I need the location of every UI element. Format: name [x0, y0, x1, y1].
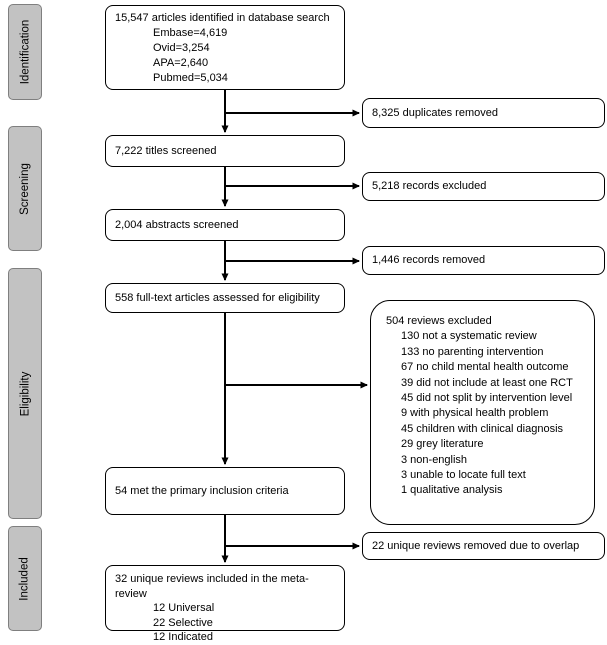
stage-identification [8, 4, 42, 100]
duplicates-removed-text: 8,325 duplicates removed [372, 106, 498, 119]
stage-screening [8, 126, 42, 251]
records-excluded-text: 5,218 records excluded [372, 180, 487, 192]
titles-screened-text: 7,222 titles screened [115, 144, 217, 157]
source-apa: APA=2,640 [153, 57, 209, 69]
stage-included-label: Included [19, 556, 32, 601]
box-overlap-removed [362, 532, 605, 560]
stage-identification-label: Identification [19, 19, 32, 85]
reason-not-split-level: 45 did not split by intervention level [401, 392, 573, 405]
box-included-reviews [105, 565, 345, 643]
source-embase: Embase=4,619 [153, 27, 228, 39]
records-removed-text: 1,446 records removed [372, 254, 486, 266]
stage-eligibility [8, 268, 42, 519]
reason-unable-locate: 3 unable to locate full text [401, 469, 526, 482]
stage-screening-label: Screening [19, 162, 32, 215]
box-primary-inclusion [105, 467, 345, 515]
box-abstracts-screened [105, 209, 345, 241]
primary-inclusion-text: 54 met the primary inclusion criteria [115, 484, 289, 497]
box-duplicates-removed [362, 98, 605, 128]
included-reviews-title: 32 unique reviews included in the meta-review [115, 573, 309, 600]
reason-not-systematic: 130 not a systematic review [401, 330, 537, 343]
reviews-excluded-title: 504 reviews excluded [386, 315, 492, 327]
box-records-excluded [362, 172, 605, 201]
articles-identified-title: 15,547 articles identified in database search [115, 12, 330, 24]
stage-eligibility-label: Eligibility [19, 371, 31, 416]
box-records-removed [362, 246, 605, 275]
reason-clinical-diagnosis: 45 children with clinical diagnosis [401, 422, 564, 435]
included-indicated: 12 Indicated [153, 631, 213, 643]
reason-non-english: 3 non-english [401, 453, 468, 466]
box-fulltext-assessed [105, 283, 345, 313]
included-selective: 22 Selective [153, 616, 213, 629]
box-reviews-excluded [370, 300, 595, 525]
included-universal: 12 Universal [153, 602, 215, 614]
reason-no-rct: 39 did not include at least one RCT [401, 376, 573, 389]
box-articles-identified [105, 5, 345, 90]
reason-grey-literature: 29 grey literature [401, 438, 484, 451]
reason-no-parenting: 133 no parenting intervention [401, 345, 544, 358]
box-titles-screened [105, 135, 345, 167]
reason-no-child-outcome: 67 no child mental health outcome [401, 361, 569, 374]
source-ovid: Ovid=3,254 [153, 42, 210, 54]
reason-qualitative: 1 qualitative analysis [401, 484, 503, 497]
reason-physical-health: 9 with physical health problem [401, 407, 549, 420]
source-pubmed: Pubmed=5,034 [153, 72, 228, 84]
overlap-removed-text: 22 unique reviews removed due to overlap [372, 539, 580, 552]
abstracts-screened-text: 2,004 abstracts screened [115, 218, 239, 231]
fulltext-assessed-text: 558 full-text articles assessed for eligibility [115, 291, 320, 304]
stage-included [8, 526, 42, 631]
